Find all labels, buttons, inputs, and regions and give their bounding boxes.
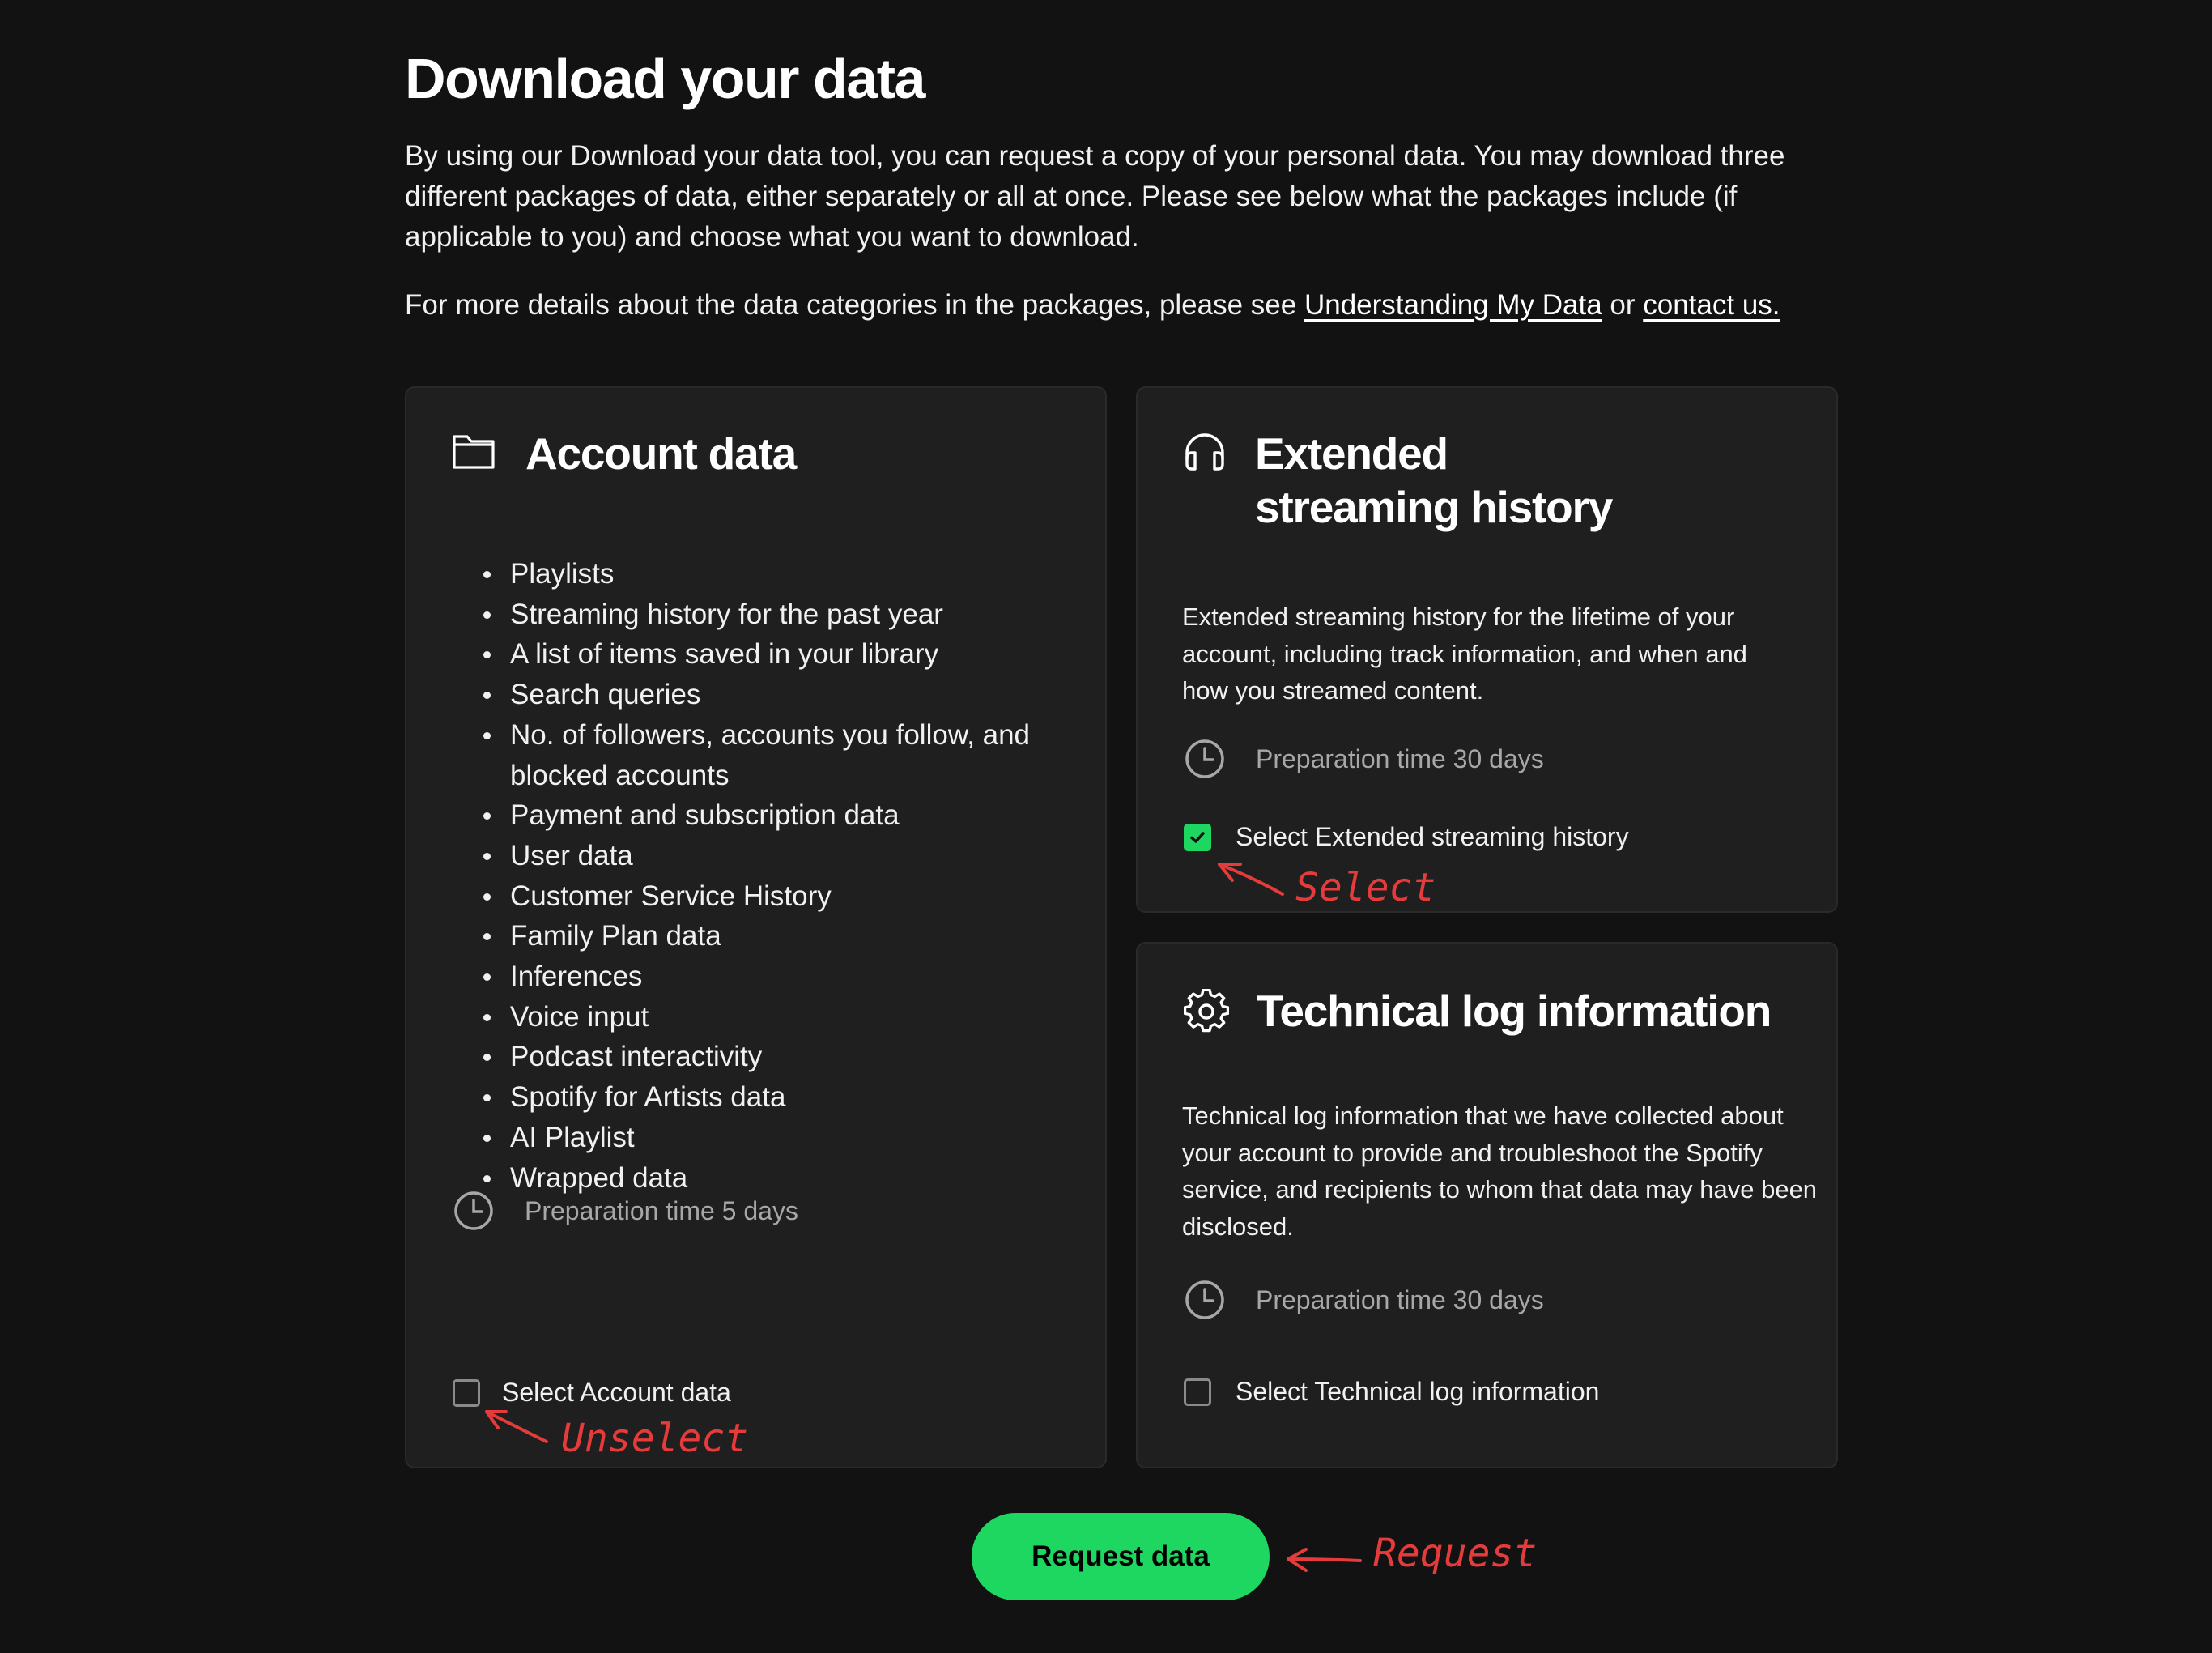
account-prep-time: [453, 1190, 798, 1232]
understanding-my-data-link[interactable]: Understanding My Data: [1304, 289, 1602, 321]
extended-history-checkbox[interactable]: [1184, 824, 1211, 851]
extended-title-line1: Extended: [1255, 428, 1448, 479]
details-prefix: For more details about the data categories in the packages, please see: [405, 289, 1304, 321]
account-data-header: [453, 428, 796, 480]
list-item: Podcast interactivity: [483, 1037, 1099, 1077]
clock-icon: [453, 1190, 495, 1232]
extended-title-line2: streaming history: [1255, 482, 1613, 532]
select-annotation: Select: [1295, 865, 1436, 910]
prep-time-text: Preparation time 30 days: [1256, 1284, 1544, 1314]
unselect-arrow-icon: [482, 1405, 555, 1454]
extended-history-card: [1136, 386, 1838, 913]
technical-prep-time: [1184, 1279, 1544, 1321]
list-item: Family Plan data: [483, 916, 1099, 956]
account-checkbox-label: Select Account data: [502, 1378, 731, 1407]
list-item: Customer Service History: [483, 876, 1099, 917]
details-middle: or: [1602, 289, 1644, 321]
technical-checkbox-row[interactable]: [1184, 1377, 1599, 1407]
gear-icon: [1184, 989, 1229, 1034]
details-text: [405, 285, 1862, 326]
list-item: Streaming history for the past year: [483, 594, 1099, 635]
list-item: Inferences: [483, 956, 1099, 997]
technical-log-checkbox[interactable]: [1184, 1378, 1211, 1406]
technical-log-title: Technical log information: [1257, 986, 1772, 1036]
select-arrow-icon: [1214, 856, 1295, 905]
technical-log-description: Technical log information that we have collected about your account to provide and troubleshoot the Spotify service, and recipients to whom that data may have been disclosed.: [1182, 1101, 1818, 1241]
headphones-icon: [1184, 433, 1226, 472]
account-data-list: [483, 554, 1099, 1198]
extended-history-title: [1255, 427, 1612, 534]
list-item: Payment and subscription data: [483, 795, 1099, 836]
list-item: Playlists: [483, 554, 1099, 594]
intro-text: By using our Download your data tool, you can request a copy of your personal data. You may download three different packages of data, either separately or all at once. Please see below what the packages include (if applicable to you) and choose what you want to download.: [405, 140, 1785, 253]
request-arrow-icon: [1283, 1541, 1364, 1582]
account-data-card: [405, 386, 1107, 1468]
extended-checkbox-label: Select Extended streaming history: [1236, 822, 1629, 851]
list-item: User data: [483, 836, 1099, 876]
account-data-title: Account data: [525, 428, 796, 479]
list-item: Spotify for Artists data: [483, 1077, 1099, 1118]
list-item: Voice input: [483, 997, 1099, 1037]
request-annotation: Request: [1373, 1531, 1538, 1576]
contact-us-link[interactable]: contact us.: [1643, 289, 1780, 321]
technical-log-header: [1184, 986, 1772, 1037]
prep-time-text: Preparation time 5 days: [525, 1195, 798, 1225]
list-item: Wrapped data: [483, 1158, 1099, 1199]
folder-icon: [453, 433, 495, 469]
list-item: No. of followers, accounts you follow, and blocked accounts: [483, 715, 1099, 795]
list-item: Search queries: [483, 675, 1099, 715]
extended-history-header: [1184, 428, 1613, 534]
account-data-checkbox[interactable]: [453, 1379, 480, 1407]
request-data-button[interactable]: Request data: [972, 1513, 1270, 1600]
technical-log-card: [1136, 942, 1838, 1468]
extended-checkbox-row[interactable]: [1184, 822, 1629, 852]
main-content: [405, 32, 1838, 321]
prep-time-text: Preparation time 30 days: [1256, 743, 1544, 773]
checkmark-icon: [1188, 828, 1207, 847]
list-item: A list of items saved in your library: [483, 634, 1099, 675]
extended-prep-time: [1184, 738, 1544, 780]
unselect-annotation: Unselect: [561, 1416, 749, 1461]
extended-history-description: Extended streaming history for the lifetime of your account, including track information, and when and how you streamed content.: [1182, 603, 1747, 705]
clock-icon: [1184, 1279, 1226, 1321]
list-item: AI Playlist: [483, 1118, 1099, 1158]
page-title: Download your data: [405, 47, 925, 110]
account-checkbox-row[interactable]: [453, 1378, 731, 1408]
technical-checkbox-label: Select Technical log information: [1236, 1377, 1600, 1406]
clock-icon: [1184, 738, 1226, 780]
